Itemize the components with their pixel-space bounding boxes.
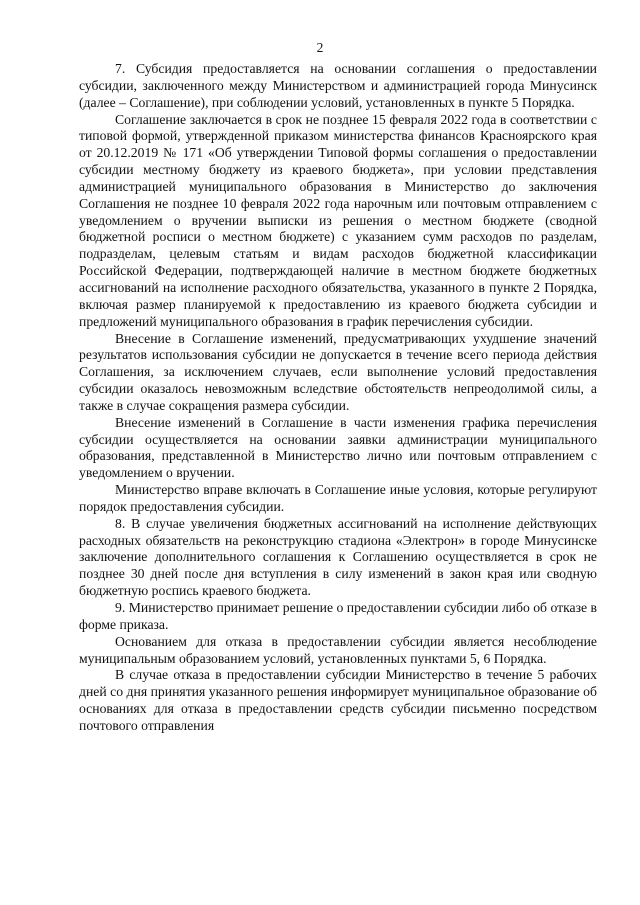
document-body <box>79 61 597 735</box>
paragraph-refusal-notification: В случае отказа в предоставлении субсидии Министерство в течение 5 рабочих дней со дня принятия указанного решения информирует муниципальное образование об основаниях для отказа в предоставлении средств субсидии письменно посредством почтового отправления <box>79 667 597 733</box>
paragraph-agreement-changes: Внесение в Соглашение изменений, предусматривающих ухудшение значений результатов использования субсидии не допускается в течение всего периода действия Соглашения, за исключением случаев, если выполнение условий предоставления субсидии оказалось невозможным вследствие обстоятельств непреодолимой силы, а также в случае сокращения размера субсидии. <box>79 330 597 413</box>
paragraph-schedule-changes: Внесение изменений в Соглашение в части изменения графика перечисления субсидии осуществляется на основании заявки администрации муниципального образования, представленной в Министерство лично или почтовым отправлением с уведомлением о вручении. <box>79 414 597 481</box>
paragraph-9-decision: 9. Министерство принимает решение о предоставлении субсидии либо об отказе в форме приказа. <box>79 600 597 632</box>
paragraph-other-conditions: Министерство вправе включать в Соглашение иные условия, которые регулируют порядок предоставления субсидии. <box>79 482 597 514</box>
page-number: 2 <box>316 40 324 55</box>
paragraph-refusal-grounds: Основанием для отказа в предоставлении субсидии является несоблюдение муниципальным образованием условий, установленных пунктами 5, 6 Порядка. <box>79 633 597 666</box>
paragraph-agreement-deadline: Соглашение заключается в срок не позднее 15 февраля 2022 года в соответствии с типовой формой, утвержденной приказом министерства финансов Красноярского края от 20.12.2019 № 171 «Об утверждении Типовой формы соглашения о предоставлении субсидии местному бюджету из краевого бюджета», при условии представления администрацией муниципального образования в Министерство до заключения Соглашения не позднее 10 февраля 2022 года нарочным или почтовым отправлением с уведомлением о вручении выписки из решения о местном бюджете (сводной бюджетной росписи о местном бюджете) с указанием сумм расходов по разделам, подразделам, целевым статьям и видам расходов бюджетной классификации Российской Федерации, подтверждающей наличие в местном бюджете бюджетных ассигнований на исполнение расходного обязательства, указанного в пункте 2 Порядка, включая размер планируемой к предоставлению из краевого бюджета субсидии и предложений муниципального образования в график перечисления субсидии. <box>79 111 597 329</box>
paragraph-7-subsidy-agreement: 7. Субсидия предоставляется на основании соглашения о предоставлении субсидии, заключенного между Министерством и администрацией города Минусинск (далее – Соглашение), при соблюдении условий, установленных в пункте 5 Порядка. <box>79 61 597 110</box>
paragraph-8-additional-agreement: 8. В случае увеличения бюджетных ассигнований на исполнение действующих расходных обязательств на реконструкцию стадиона «Электрон» в городе Минусинске заключение дополнительного соглашения к Соглашению осуществляется в срок не позднее 30 дней после дня вступления в силу изменений в закон края или сводную бюджетную роспись краевого бюджета. <box>79 515 597 599</box>
